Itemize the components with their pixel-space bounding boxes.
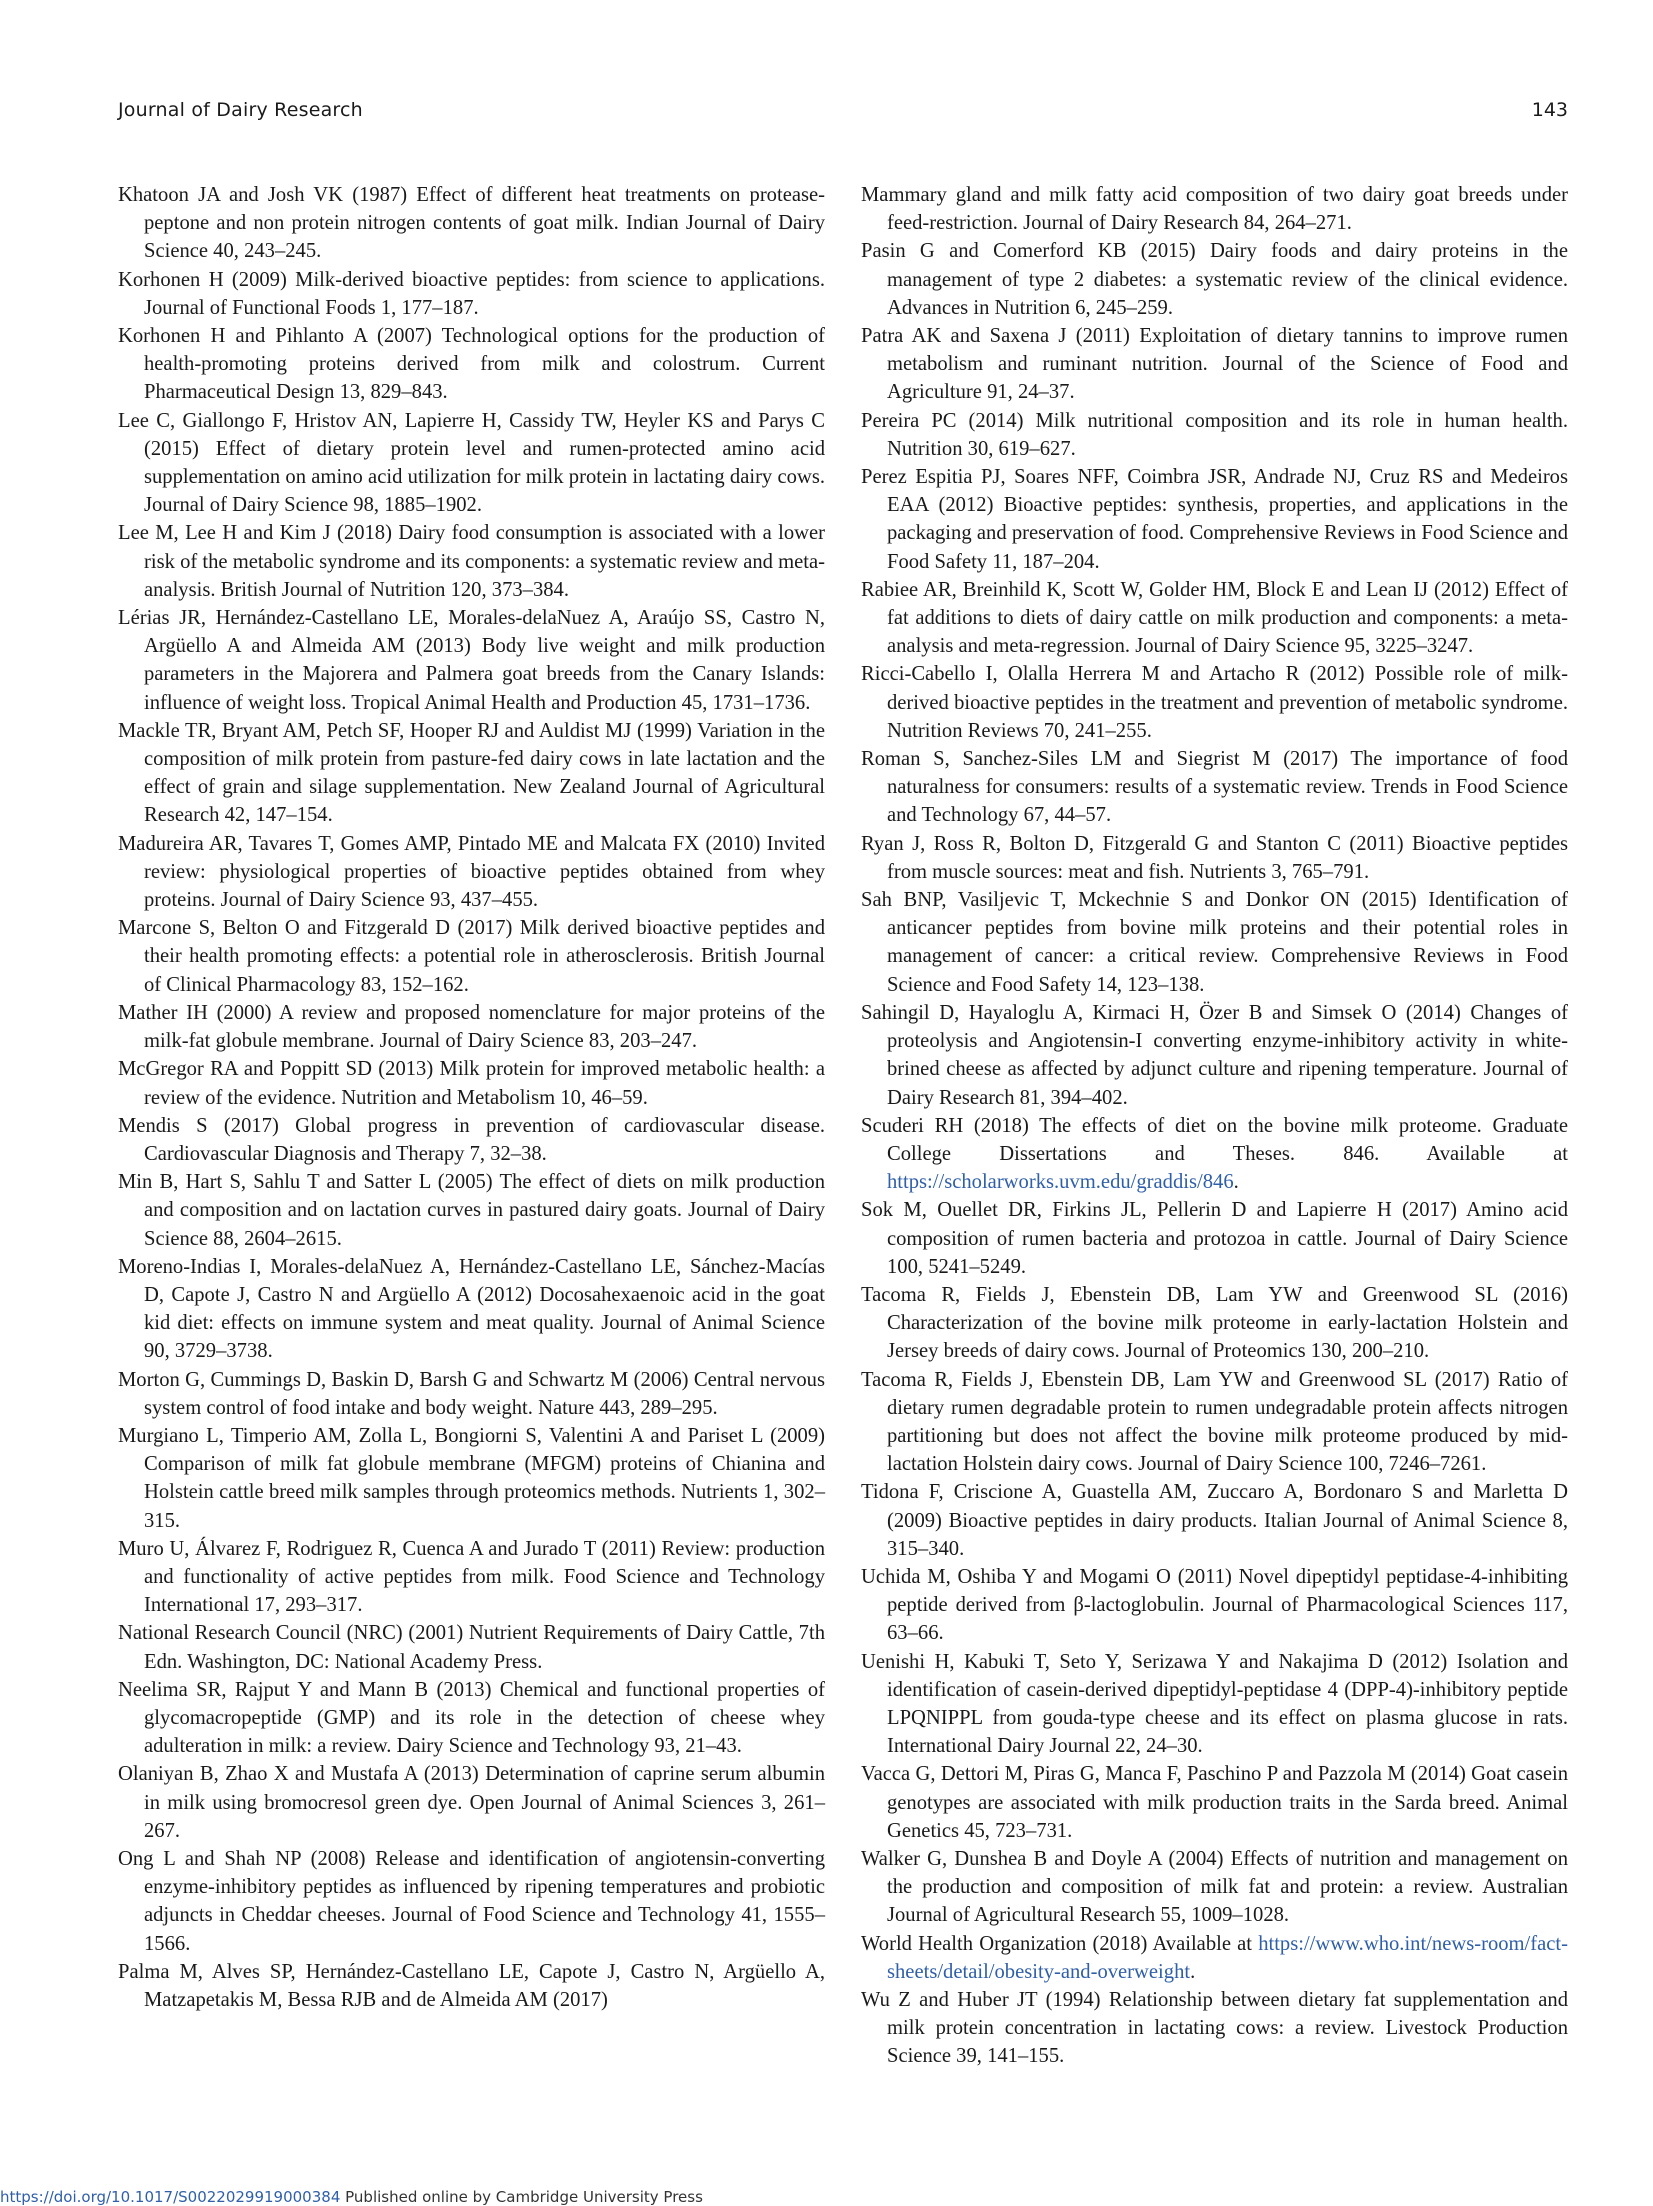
reference-text: Roman S, Sanchez-Siles LM and Siegrist M (2017) The importance of food naturalness for consumers: results of a systematic review. Trends in Food Science and Technology 67, 44–57. — [861, 748, 1568, 827]
reference-url-link[interactable]: https://www.who.int/news-room/fact-sheets/detail/obesity-and-overweight — [887, 1932, 1568, 1983]
reference-entry — [861, 576, 1568, 661]
reference-text: Korhonen H (2009) Milk-derived bioactive peptides: from science to applications. Journal of Functional Foods 1, 177–187. — [118, 268, 825, 319]
reference-entry — [118, 1422, 825, 1535]
reference-entry — [118, 519, 825, 604]
references-right-column — [861, 181, 1568, 2071]
reference-entry — [118, 1958, 825, 2014]
reference-text: Ong L and Shah NP (2008) Release and identification of angiotensin-converting enzyme-inhibitory peptides as influenced by ripening temperatures and probiotic adjuncts in Cheddar cheeses. Journal of Food Science and Technology 41, 1555–1566. — [118, 1847, 825, 1955]
reference-text: Mammary gland and milk fatty acid composition of two dairy goat breeds under feed-restriction. Journal of Dairy Research 84, 264–271. — [861, 184, 1568, 235]
journal-title: Journal of Dairy Research — [118, 99, 363, 121]
reference-url-link[interactable]: https://scholarworks.uvm.edu/graddis/846 — [887, 1171, 1234, 1194]
page-number: 143 — [1531, 99, 1568, 121]
references-left-column — [118, 181, 825, 2014]
reference-text: Sah BNP, Vasiljevic T, Mckechnie S and Donkor ON (2015) Identification of anticancer peptides from bovine milk proteins and their potential roles in management of cancer: a critical review. Comprehensive Reviews in Food Science and Food Safety 14, 123–138. — [861, 889, 1568, 996]
reference-entry — [861, 407, 1568, 463]
reference-text: Wu Z and Huber JT (1994) Relationship between dietary fat supplementation and milk protein concentration in lactating cows: a review. Livestock Production Science 39, 141–155. — [861, 1989, 1568, 2068]
reference-text: Madureira AR, Tavares T, Gomes AMP, Pintado ME and Malcata FX (2010) Invited review: physiological properties of bioactive peptides obtained from whey proteins. Journal of Dairy Science 93, 437–455. — [118, 832, 825, 912]
reference-entry — [118, 999, 825, 1055]
reference-text: Min B, Hart S, Sahlu T and Satter L (2005) The effect of diets on milk production and composition and on lactation curves in pastured dairy goats. Journal of Dairy Science 88, 2604–2615. — [118, 1171, 825, 1250]
reference-entry — [861, 660, 1568, 745]
reference-text: Palma M, Alves SP, Hernández-Castellano LE, Capote J, Castro N, Argüello A, Matzapetakis M, Bessa RJB and de Almeida AM (2017) — [118, 1960, 825, 2011]
reference-entry — [118, 1112, 825, 1168]
reference-text: Scuderi RH (2018) The effects of diet on the bovine milk proteome. Graduate College Dissertations and Theses. 846. Available at — [861, 1114, 1568, 1165]
reference-entry — [118, 1845, 825, 1958]
reference-text: Murgiano L, Timperio AM, Zolla L, Bongiorni S, Valentini A and Pariset L (2009) Comparison of milk fat globule membrane (MFGM) proteins of Chianina and Holstein cattle breed milk samples through proteomics methods. Nutrients 1, 302–315. — [118, 1424, 825, 1532]
page-footer — [0, 2188, 703, 2206]
reference-entry — [861, 1563, 1568, 1648]
reference-entry — [861, 1760, 1568, 1845]
reference-text: Marcone S, Belton O and Fitzgerald D (2017) Milk derived bioactive peptides and their health promoting effects: a potential role in atherosclerosis. British Journal of Clinical Pharmacology 83, 152–162. — [118, 917, 825, 996]
reference-entry — [118, 604, 825, 717]
reference-text: Muro U, Álvarez F, Rodriguez R, Cuenca A and Jurado T (2011) Review: production and functionality of active peptides from milk. Food Science and Technology International 17, 293–317. — [118, 1537, 825, 1617]
reference-entry — [861, 1930, 1568, 1986]
reference-url-suffix: . — [1233, 1171, 1239, 1194]
reference-text: Lee C, Giallongo F, Hristov AN, Lapierre H, Cassidy TW, Heyler KS and Parys C (2015) Effect of dietary protein level and rumen-protected amino acid supplementation on amino acid utilization for milk protein in lactating dairy cows. Journal of Dairy Science 98, 1885–1902. — [118, 409, 825, 517]
reference-text: Korhonen H and Pihlanto A (2007) Technological options for the production of health-promoting proteins derived from milk and colostrum. Current Pharmaceutical Design 13, 829–843. — [118, 325, 825, 404]
reference-text: Vacca G, Dettori M, Piras G, Manca F, Paschino P and Pazzola M (2014) Goat casein genotypes are associated with milk production traits in the Sarda breed. Animal Genetics 45, 723–731. — [861, 1763, 1568, 1842]
running-header — [118, 99, 1568, 129]
reference-text: Ryan J, Ross R, Bolton D, Fitzgerald G and Stanton C (2011) Bioactive peptides from muscle sources: meat and fish. Nutrients 3, 765–791. — [861, 832, 1568, 883]
reference-entry — [118, 1253, 825, 1366]
reference-text: Sok M, Ouellet DR, Firkins JL, Pellerin D and Lapierre H (2017) Amino acid composition of rumen bacteria and protozoa in cattle. Journal of Dairy Science 100, 5241–5249. — [861, 1199, 1568, 1278]
reference-entry — [861, 1986, 1568, 2071]
reference-text: Mendis S (2017) Global progress in prevention of cardiovascular disease. Cardiovascular Diagnosis and Therapy 7, 32–38. — [118, 1114, 825, 1165]
reference-entry — [118, 266, 825, 322]
reference-entry — [118, 1760, 825, 1845]
reference-text: Mackle TR, Bryant AM, Petch SF, Hooper RJ and Auldist MJ (1999) Variation in the composition of milk protein from pasture-fed dairy cows in late lactation and the effect of grain and silage supplementation. New Zealand Journal of Agricultural Research 42, 147–154. — [118, 719, 825, 827]
published-note: Published online by Cambridge University Press — [340, 2188, 703, 2206]
reference-text: Patra AK and Saxena J (2011) Exploitation of dietary tannins to improve rumen metabolism and ruminant nutrition. Journal of the Science of Food and Agriculture 91, 24–37. — [861, 325, 1568, 404]
reference-text: National Research Council (NRC) (2001) Nutrient Requirements of Dairy Cattle, 7th Edn. Washington, DC: National Academy Press. — [118, 1622, 825, 1673]
reference-text: Moreno-Indias I, Morales-delaNuez A, Hernández-Castellano LE, Sánchez-Macías D, Capote J, Castro N and Argüello A (2012) Docosahexaenoic acid in the goat kid diet: effects on immune system and meat quality. Journal of Animal Science 90, 3729–3738. — [118, 1255, 825, 1363]
reference-entry — [861, 1478, 1568, 1563]
reference-entry — [861, 1112, 1568, 1197]
reference-entry — [861, 237, 1568, 322]
reference-text: Morton G, Cummings D, Baskin D, Barsh G and Schwartz M (2006) Central nervous system control of food intake and body weight. Nature 443, 289–295. — [118, 1368, 825, 1419]
reference-entry — [861, 322, 1568, 407]
reference-entry — [861, 1845, 1568, 1930]
reference-text: Olaniyan B, Zhao X and Mustafa A (2013) Determination of caprine serum albumin in milk using bromocresol green dye. Open Journal of Animal Sciences 3, 261–267. — [118, 1763, 825, 1842]
reference-entry — [118, 407, 825, 520]
reference-entry — [118, 1366, 825, 1422]
reference-entry — [118, 830, 825, 915]
reference-text: Khatoon JA and Josh VK (1987) Effect of different heat treatments on protease-peptone and non protein nitrogen contents of goat milk. Indian Journal of Dairy Science 40, 243–245. — [118, 184, 825, 263]
reference-text: Perez Espitia PJ, Soares NFF, Coimbra JSR, Andrade NJ, Cruz RS and Medeiros EAA (2012) Bioactive peptides: synthesis, properties, and applications in the packaging and preservation of food. Comprehensive Reviews in Food Science and Food Safety 11, 187–204. — [861, 466, 1568, 573]
reference-entry — [118, 1055, 825, 1111]
reference-text: Tidona F, Criscione A, Guastella AM, Zuccaro A, Bordonaro S and Marletta D (2009) Bioactive peptides in dairy products. Italian Journal of Animal Science 8, 315–340. — [861, 1481, 1568, 1560]
reference-entry — [118, 1168, 825, 1253]
reference-entry — [118, 1619, 825, 1675]
reference-entry — [861, 1366, 1568, 1479]
reference-entry — [118, 1535, 825, 1620]
reference-text: Pasin G and Comerford KB (2015) Dairy foods and dairy proteins in the management of type 2 diabetes: a systematic review of the clinical evidence. Advances in Nutrition 6, 245–259. — [861, 240, 1568, 319]
reference-text: Mather IH (2000) A review and proposed nomenclature for major proteins of the milk-fat globule membrane. Journal of Dairy Science 83, 203–247. — [118, 1001, 825, 1053]
reference-text: Uenishi H, Kabuki T, Seto Y, Serizawa Y and Nakajima D (2012) Isolation and identification of casein-derived dipeptidyl-peptidase 4 (DPP-4)-inhibitory peptide LPQNIPPL from gouda-type cheese and its effect on plasma glucose in rats. International Dairy Journal 22, 24–30. — [861, 1650, 1568, 1758]
reference-text: World Health Organization (2018) Available at — [861, 1932, 1259, 1955]
reference-entry — [861, 1196, 1568, 1281]
reference-entry — [118, 181, 825, 266]
reference-entry — [861, 1648, 1568, 1761]
reference-entry — [861, 830, 1568, 886]
reference-text: Lee M, Lee H and Kim J (2018) Dairy food consumption is associated with a lower risk of the metabolic syndrome and its components: a systematic review and meta-analysis. British Journal of Nutrition 120, 373–384. — [118, 522, 825, 601]
reference-text: Lérias JR, Hernández-Castellano LE, Morales-delaNuez A, Araújo SS, Castro N, Argüello A and Almeida AM (2013) Body live weight and milk production parameters in the Majorera and Palmera goat breeds from the Canary Islands: influence of weight loss. Tropical Animal Health and Production 45, 1731–1736. — [118, 607, 825, 714]
reference-entry — [861, 999, 1568, 1112]
reference-entry — [861, 1281, 1568, 1366]
doi-link[interactable]: https://doi.org/10.1017/S0022029919000384 — [0, 2188, 341, 2206]
reference-text: Tacoma R, Fields J, Ebenstein DB, Lam YW and Greenwood SL (2016) Characterization of the bovine milk proteome in early-lactation Holstein and Jersey breeds of dairy cows. Journal of Proteomics 130, 200–210. — [861, 1283, 1568, 1363]
reference-entry — [861, 745, 1568, 830]
reference-text: Neelima SR, Rajput Y and Mann B (2013) Chemical and functional properties of glycomacropeptide (GMP) and its role in the detection of cheese whey adulteration in milk: a review. Dairy Science and Technology 93, 21–43. — [118, 1678, 825, 1758]
reference-text: Walker G, Dunshea B and Doyle A (2004) Effects of nutrition and management on the production and composition of milk fat and protein: a review. Australian Journal of Agricultural Research 55, 1009–1028. — [861, 1847, 1568, 1927]
reference-text: McGregor RA and Poppitt SD (2013) Milk protein for improved metabolic health: a review of the evidence. Nutrition and Metabolism 10, 46–59. — [118, 1058, 825, 1109]
reference-text: Tacoma R, Fields J, Ebenstein DB, Lam YW and Greenwood SL (2017) Ratio of dietary rumen degradable protein to rumen undegradable protein affects nitrogen partitioning but does not affect the bovine milk proteome produced by mid-lactation Holstein dairy cows. Journal of Dairy Science 100, 7246–7261. — [861, 1368, 1568, 1476]
reference-entry — [861, 886, 1568, 999]
reference-text: Uchida M, Oshiba Y and Mogami O (2011) Novel dipeptidyl peptidase-4-inhibiting peptide derived from β-lactoglobulin. Journal of Pharmacological Sciences 117, 63–66. — [861, 1565, 1568, 1645]
reference-entry — [118, 914, 825, 999]
reference-entry — [861, 463, 1568, 576]
reference-text: Pereira PC (2014) Milk nutritional composition and its role in human health. Nutrition 30, 619–627. — [861, 409, 1568, 460]
reference-text: Sahingil D, Hayaloglu A, Kirmaci H, Özer B and Simsek O (2014) Changes of proteolysis and Angiotensin-I converting enzyme-inhibitory activity in white-brined cheese as affected by adjunct culture and ripening temperature. Journal of Dairy Research 81, 394–402. — [861, 1001, 1568, 1109]
reference-entry — [118, 1676, 825, 1761]
reference-text: Rabiee AR, Breinhild K, Scott W, Golder HM, Block E and Lean IJ (2012) Effect of fat additions to diets of dairy cattle on milk production and components: a meta-analysis and meta-regression. Journal of Dairy Science 95, 3225–3247. — [861, 578, 1568, 658]
reference-entry — [861, 181, 1568, 237]
reference-entry — [118, 322, 825, 407]
reference-url-suffix: . — [1190, 1960, 1196, 1983]
reference-text: Ricci-Cabello I, Olalla Herrera M and Artacho R (2012) Possible role of milk-derived bioactive peptides in the treatment and prevention of metabolic syndrome. Nutrition Reviews 70, 241–255. — [861, 663, 1568, 742]
reference-entry — [118, 717, 825, 830]
